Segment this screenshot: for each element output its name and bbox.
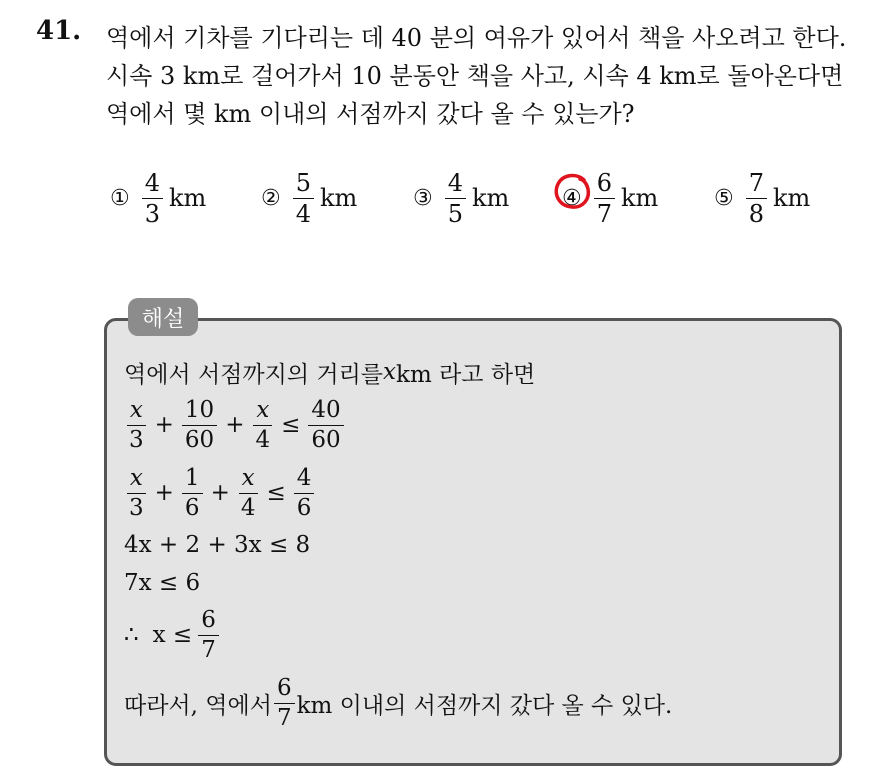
eq2-fraction-4	[294, 464, 315, 521]
eq5-lhs: x ≤	[152, 622, 193, 648]
choice-2[interactable]	[261, 168, 357, 228]
choice-3-numerator: 4	[445, 171, 466, 199]
eq2-f2-num: 1	[182, 467, 203, 494]
eq2-op-1: +	[154, 480, 174, 506]
choice-2-unit: km	[320, 184, 358, 212]
solution-equation-5	[124, 604, 221, 666]
eq1-f4-den: 60	[311, 426, 341, 453]
choice-4-denominator: 7	[596, 199, 613, 228]
eq1-f1-num: x	[127, 399, 146, 426]
eq2-fraction-2	[182, 464, 203, 521]
therefore-symbol: ∴	[124, 622, 139, 648]
eq5-num: 6	[198, 609, 219, 636]
choice-2-denominator: 4	[295, 199, 312, 228]
solution-line-1-pre: 역에서 서점까지의 거리를	[124, 361, 384, 388]
eq1-f3-den: 4	[255, 426, 271, 453]
solution-line-1	[124, 354, 535, 390]
question-number: 41.	[36, 16, 82, 46]
eq5-den: 7	[201, 636, 216, 663]
choice-4-unit: km	[621, 184, 659, 212]
solution-equation-2	[124, 462, 316, 524]
conclusion-num: 6	[274, 677, 295, 704]
solution-conclusion	[124, 672, 672, 734]
choice-2-numerator: 5	[293, 171, 314, 199]
eq2-fraction-3	[238, 464, 259, 521]
choice-1[interactable]	[110, 168, 206, 228]
conclusion-den: 7	[276, 704, 292, 731]
choice-4-mark: ④	[562, 185, 582, 211]
question-line-2: 시속 3 km로 걸어가서 10 분동안 책을 사고, 시속 4 km로 돌아온다면	[106, 62, 844, 90]
choice-4-fraction	[594, 168, 615, 228]
eq1-f3-num: x	[253, 399, 272, 426]
solution-line-1-post: km 라고 하면	[396, 361, 536, 388]
eq1-f1-den: 3	[129, 426, 144, 453]
eq1-op-1: +	[154, 412, 174, 438]
choice-5-mark: ⑤	[714, 185, 734, 211]
choice-1-unit: km	[169, 184, 207, 212]
choice-4-numerator: 6	[594, 171, 615, 199]
solution-equation-4: 7x ≤ 6	[124, 570, 201, 596]
eq2-f1-num: x	[127, 467, 146, 494]
choice-5-numerator: 7	[746, 171, 767, 199]
solution-equation-3: 4x + 2 + 3x ≤ 8	[124, 532, 311, 558]
choice-1-numerator: 4	[142, 171, 163, 199]
eq2-f4-num: 4	[294, 467, 315, 494]
conclusion-post: km 이내의 서점까지 갔다 올 수 있다.	[296, 692, 673, 719]
eq5-fraction	[198, 606, 219, 663]
conclusion-fraction	[274, 674, 295, 731]
choice-1-fraction	[142, 168, 163, 228]
choice-5-denominator: 8	[748, 199, 765, 228]
eq2-f1-den: 3	[129, 494, 144, 521]
choice-3-mark: ③	[413, 185, 433, 211]
eq2-op-2: +	[210, 480, 230, 506]
choice-3-denominator: 5	[447, 199, 464, 228]
conclusion-pre: 따라서, 역에서	[124, 692, 272, 719]
choice-3[interactable]	[413, 168, 509, 228]
choice-2-fraction	[293, 168, 314, 228]
solution-line-1-var: x	[383, 359, 397, 385]
eq1-f4-num: 40	[308, 399, 343, 426]
question-line-3: 역에서 몇 km 이내의 서점까지 갔다 올 수 있는가?	[106, 100, 635, 128]
eq1-relation: ≤	[281, 412, 301, 438]
eq2-relation: ≤	[266, 480, 286, 506]
eq1-op-2: +	[225, 412, 245, 438]
eq2-f2-den: 6	[184, 494, 200, 521]
answer-circle-mark-icon	[553, 171, 593, 211]
solution-equation-1	[124, 394, 346, 456]
question-line-1: 역에서 기차를 기다리는 데 40 분의 여유가 있어서 책을 사오려고 한다.	[106, 24, 847, 52]
solution-tag: 해설	[128, 298, 198, 336]
eq2-f4-den: 6	[296, 494, 312, 521]
eq2-f3-den: 4	[240, 494, 256, 521]
eq1-fraction-4	[308, 396, 343, 453]
eq2-f3-num: x	[239, 467, 258, 494]
choice-1-mark: ①	[110, 185, 130, 211]
eq1-fraction-2	[182, 396, 217, 453]
eq2-fraction-1	[126, 464, 147, 521]
choice-5-unit: km	[773, 184, 811, 212]
choice-3-fraction	[445, 168, 466, 228]
choice-1-denominator: 3	[144, 199, 161, 228]
eq1-f2-num: 10	[182, 399, 217, 426]
eq1-fraction-3	[252, 396, 273, 453]
choice-2-mark: ②	[261, 185, 281, 211]
eq1-f2-den: 60	[184, 426, 215, 453]
choice-5[interactable]	[714, 168, 810, 228]
eq1-fraction-1	[126, 396, 147, 453]
choice-5-fraction	[746, 168, 767, 228]
choice-3-unit: km	[472, 184, 510, 212]
